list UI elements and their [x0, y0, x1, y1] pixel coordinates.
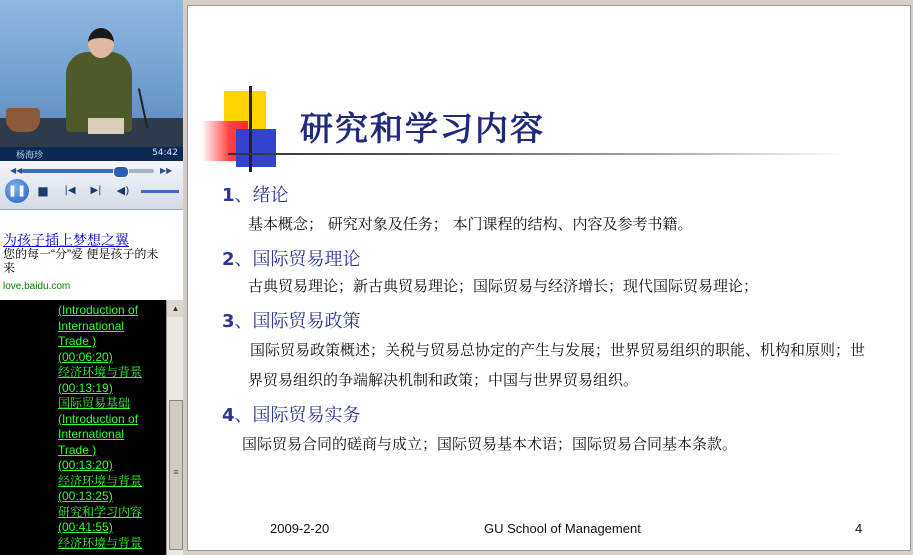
chapter-item[interactable]: 经济环境与背景: [58, 365, 143, 379]
elapsed-time: 54:42: [152, 148, 178, 158]
ad-url[interactable]: love.baidu.com: [3, 281, 71, 292]
stop-button[interactable]: ■: [37, 184, 49, 198]
seek-progress: [22, 169, 120, 173]
chapter-list: [58, 303, 166, 551]
chapter-item[interactable]: (00:41:55): [58, 520, 113, 534]
section-number: 4: [222, 405, 235, 426]
player-controls: [0, 161, 183, 210]
video-basket: [6, 108, 40, 132]
section-number: 1: [222, 185, 235, 206]
section-heading: [222, 181, 289, 207]
chapter-item[interactable]: 经济环境与背景: [58, 535, 143, 550]
chapter-scrollbar[interactable]: [166, 300, 183, 555]
section-body: 国际贸易合同的磋商与成立；国际贸易基本术语；国际贸易合同基本条款。: [242, 435, 738, 453]
section-title: 、国际贸易理论: [234, 249, 361, 270]
ad-title-link[interactable]: 为孩子插上梦想之翼: [3, 232, 129, 248]
chapter-item[interactable]: (Introduction of: [58, 303, 139, 317]
chapter-item[interactable]: (00:13:19): [58, 380, 113, 395]
speaker-name: 杨海珍: [16, 151, 44, 161]
rewind-icon[interactable]: ◀◀: [10, 166, 23, 175]
chapter-item[interactable]: Trade ): [58, 442, 97, 457]
section-heading: [222, 307, 361, 333]
section-heading: [222, 401, 361, 427]
footer-school: GU School of Management: [484, 521, 641, 536]
decor-horizontal-line: [228, 153, 848, 155]
section-title: 、国际贸易实务: [234, 405, 361, 426]
section-body: 基本概念； 研究对象及任务； 本门课程的结构、内容及参考书籍。: [248, 215, 693, 233]
seek-handle[interactable]: [113, 166, 129, 178]
footer-page-number: 4: [855, 521, 863, 536]
chapter-item[interactable]: (00:06:20): [58, 349, 113, 364]
next-button[interactable]: ▶|: [90, 185, 102, 196]
seek-bar[interactable]: [22, 169, 154, 173]
section-body: 古典贸易理论；新古典贸易理论；国际贸易与经济增长；现代国际贸易理论；: [248, 277, 759, 295]
chapter-item[interactable]: 经济环境与背景: [58, 473, 143, 488]
section-number: 3: [222, 311, 235, 332]
chapter-item[interactable]: Trade ): [58, 334, 97, 348]
volume-icon[interactable]: ◀): [116, 184, 130, 197]
ad-block[interactable]: [0, 228, 183, 296]
video-frame[interactable]: [0, 0, 183, 147]
video-caption-bar: [0, 147, 183, 161]
chapter-item[interactable]: 研究和学习内容: [58, 504, 143, 519]
player-panel: [0, 0, 183, 555]
grip-icon: ≡: [173, 467, 179, 477]
footer-date: 2009-2-20: [270, 521, 330, 536]
chapter-item[interactable]: (Introduction of: [58, 411, 139, 426]
section-title: 、国际贸易政策: [234, 311, 361, 332]
chapter-item[interactable]: International: [58, 318, 125, 333]
chapter-item[interactable]: 国际贸易基础: [58, 396, 131, 410]
previous-button[interactable]: |◀: [64, 185, 76, 196]
chapter-item[interactable]: (00:13:20): [58, 458, 113, 472]
volume-slider[interactable]: [141, 190, 179, 193]
video-lecturer-head: [88, 28, 114, 58]
ad-body-text: 您的每一“分”爱 便是孩子的未来: [3, 247, 159, 275]
chapter-item[interactable]: International: [58, 427, 125, 441]
slide-title: 研究和学习内容: [300, 109, 545, 148]
pause-button[interactable]: ❚❚: [5, 179, 29, 203]
section-title: 、绪论: [234, 185, 289, 206]
chapter-list-panel: [0, 300, 183, 555]
presentation-slide: [187, 5, 911, 551]
scroll-up-arrow-icon[interactable]: ▲: [167, 300, 183, 317]
decor-blue-square: [236, 129, 276, 167]
video-box: [88, 118, 124, 134]
chapter-item[interactable]: (00:13:25): [58, 489, 113, 503]
decor-vertical-line: [249, 86, 252, 172]
section-number: 2: [222, 249, 235, 270]
scroll-thumb[interactable]: [169, 400, 183, 550]
fast-forward-icon[interactable]: ▶▶: [160, 166, 173, 175]
section-body: 国际贸易政策概述；关税与贸易总协定的产生与发展；世界贸易组织的职能、机构和原则；世界贸易组织的争端解决机制和政策；中国与世界贸易组织。: [248, 341, 866, 389]
section-heading: [222, 245, 361, 271]
